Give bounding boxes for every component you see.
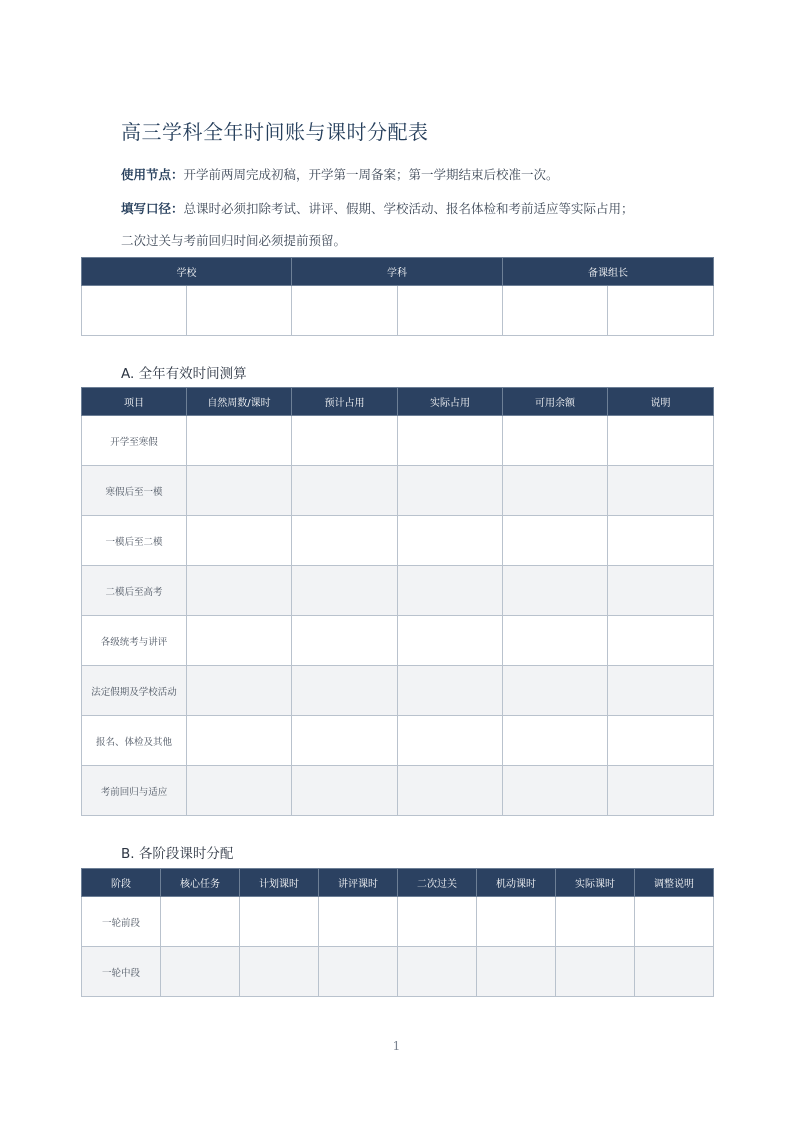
page-title: 高三学科全年时间账与课时分配表 bbox=[121, 120, 429, 144]
input-cell[interactable] bbox=[398, 616, 503, 666]
input-cell[interactable] bbox=[161, 897, 240, 947]
table-row bbox=[82, 766, 714, 816]
col-actual-hours: 实际课时 bbox=[556, 869, 635, 897]
leader-cell-1[interactable] bbox=[503, 286, 608, 336]
input-cell[interactable] bbox=[240, 947, 319, 997]
col-planned: 预计占用 bbox=[292, 388, 398, 416]
col-balance: 可用余额 bbox=[503, 388, 608, 416]
input-cell[interactable] bbox=[398, 566, 503, 616]
usage-label: 使用节点： bbox=[121, 167, 184, 182]
page-number: 1 bbox=[392, 1039, 401, 1053]
stage-allocation-table bbox=[81, 868, 714, 997]
input-cell[interactable] bbox=[319, 897, 398, 947]
input-cell[interactable] bbox=[608, 416, 714, 466]
input-cell[interactable] bbox=[608, 666, 714, 716]
fill-text: 总课时必须扣除考试、讲评、假期、学校活动、报名体检和考前适应等实际占用； bbox=[183, 201, 634, 216]
input-cell[interactable] bbox=[503, 766, 608, 816]
leader-cell-2[interactable] bbox=[608, 286, 714, 336]
input-cell[interactable] bbox=[398, 516, 503, 566]
col-notes: 说明 bbox=[608, 388, 714, 416]
input-cell[interactable] bbox=[608, 766, 714, 816]
input-cell[interactable] bbox=[503, 566, 608, 616]
input-cell[interactable] bbox=[608, 616, 714, 666]
input-cell[interactable] bbox=[187, 516, 292, 566]
input-cell[interactable] bbox=[608, 566, 714, 616]
header-group-leader: 备课组长 bbox=[503, 258, 714, 286]
input-cell[interactable] bbox=[292, 766, 398, 816]
input-cell[interactable] bbox=[292, 566, 398, 616]
input-cell[interactable] bbox=[319, 947, 398, 997]
col-actual: 实际占用 bbox=[398, 388, 503, 416]
input-cell[interactable] bbox=[161, 947, 240, 997]
input-cell[interactable] bbox=[635, 947, 714, 997]
input-cell[interactable] bbox=[187, 416, 292, 466]
input-cell[interactable] bbox=[503, 666, 608, 716]
input-cell[interactable] bbox=[187, 566, 292, 616]
table-row bbox=[82, 516, 714, 566]
section-a-title: A. 全年有效时间测算 bbox=[121, 366, 247, 382]
input-cell[interactable] bbox=[635, 897, 714, 947]
input-cell[interactable] bbox=[608, 516, 714, 566]
input-cell[interactable] bbox=[503, 416, 608, 466]
input-cell[interactable] bbox=[398, 466, 503, 516]
fill-label: 填写口径： bbox=[121, 201, 184, 216]
input-cell[interactable] bbox=[503, 516, 608, 566]
time-calc-table bbox=[81, 387, 714, 816]
input-cell[interactable] bbox=[187, 766, 292, 816]
input-cell[interactable] bbox=[608, 466, 714, 516]
input-cell[interactable] bbox=[477, 947, 556, 997]
table-row bbox=[82, 947, 714, 997]
fill-note-continued: 二次过关与考前回归时间必须提前预留。 bbox=[121, 233, 347, 248]
col-weeks-hours: 自然周数/课时 bbox=[187, 388, 292, 416]
header-subject: 学科 bbox=[292, 258, 503, 286]
table-row bbox=[82, 666, 714, 716]
row-label: 各级统考与讲评 bbox=[82, 616, 187, 666]
fill-note bbox=[121, 199, 634, 217]
input-cell[interactable] bbox=[477, 897, 556, 947]
row-label: 一模后至二模 bbox=[82, 516, 187, 566]
input-cell[interactable] bbox=[187, 466, 292, 516]
input-cell[interactable] bbox=[398, 897, 477, 947]
table-row bbox=[82, 416, 714, 466]
info-table bbox=[81, 257, 714, 336]
input-cell[interactable] bbox=[292, 666, 398, 716]
input-cell[interactable] bbox=[187, 616, 292, 666]
row-label: 一轮前段 bbox=[82, 897, 161, 947]
input-cell[interactable] bbox=[398, 716, 503, 766]
input-cell[interactable] bbox=[398, 766, 503, 816]
input-cell[interactable] bbox=[503, 716, 608, 766]
input-cell[interactable] bbox=[187, 666, 292, 716]
row-label: 一轮中段 bbox=[82, 947, 161, 997]
input-cell[interactable] bbox=[187, 716, 292, 766]
col-item: 项目 bbox=[82, 388, 187, 416]
row-label: 二模后至高考 bbox=[82, 566, 187, 616]
col-adjust-notes: 调整说明 bbox=[635, 869, 714, 897]
col-planned-hours: 计划课时 bbox=[240, 869, 319, 897]
input-cell[interactable] bbox=[292, 716, 398, 766]
col-core-task: 核心任务 bbox=[161, 869, 240, 897]
input-cell[interactable] bbox=[398, 666, 503, 716]
col-flex-hours: 机动课时 bbox=[477, 869, 556, 897]
col-second-pass: 二次过关 bbox=[398, 869, 477, 897]
subject-cell-2[interactable] bbox=[398, 286, 503, 336]
input-cell[interactable] bbox=[292, 616, 398, 666]
input-cell[interactable] bbox=[240, 897, 319, 947]
row-label: 法定假期及学校活动 bbox=[82, 666, 187, 716]
row-label: 开学至寒假 bbox=[82, 416, 187, 466]
section-b-title: B. 各阶段课时分配 bbox=[121, 846, 234, 862]
table-row bbox=[82, 716, 714, 766]
input-cell[interactable] bbox=[503, 466, 608, 516]
input-cell[interactable] bbox=[292, 416, 398, 466]
school-cell-2[interactable] bbox=[187, 286, 292, 336]
table-row bbox=[82, 897, 714, 947]
input-cell[interactable] bbox=[556, 947, 635, 997]
row-label: 寒假后至一模 bbox=[82, 466, 187, 516]
school-cell-1[interactable] bbox=[82, 286, 187, 336]
col-stage: 阶段 bbox=[82, 869, 161, 897]
usage-text: 开学前两周完成初稿，开学第一周备案；第一学期结束后校准一次。 bbox=[183, 167, 559, 182]
input-cell[interactable] bbox=[503, 616, 608, 666]
input-cell[interactable] bbox=[556, 897, 635, 947]
input-cell[interactable] bbox=[292, 466, 398, 516]
usage-note bbox=[121, 165, 559, 183]
subject-cell-1[interactable] bbox=[292, 286, 398, 336]
input-cell[interactable] bbox=[292, 516, 398, 566]
col-review-hours: 讲评课时 bbox=[319, 869, 398, 897]
row-label: 报名、体检及其他 bbox=[82, 716, 187, 766]
input-cell[interactable] bbox=[398, 416, 503, 466]
row-label: 考前回归与适应 bbox=[82, 766, 187, 816]
input-cell[interactable] bbox=[398, 947, 477, 997]
header-school: 学校 bbox=[82, 258, 292, 286]
table-row bbox=[82, 616, 714, 666]
input-cell[interactable] bbox=[608, 716, 714, 766]
table-row bbox=[82, 566, 714, 616]
table-row bbox=[82, 466, 714, 516]
